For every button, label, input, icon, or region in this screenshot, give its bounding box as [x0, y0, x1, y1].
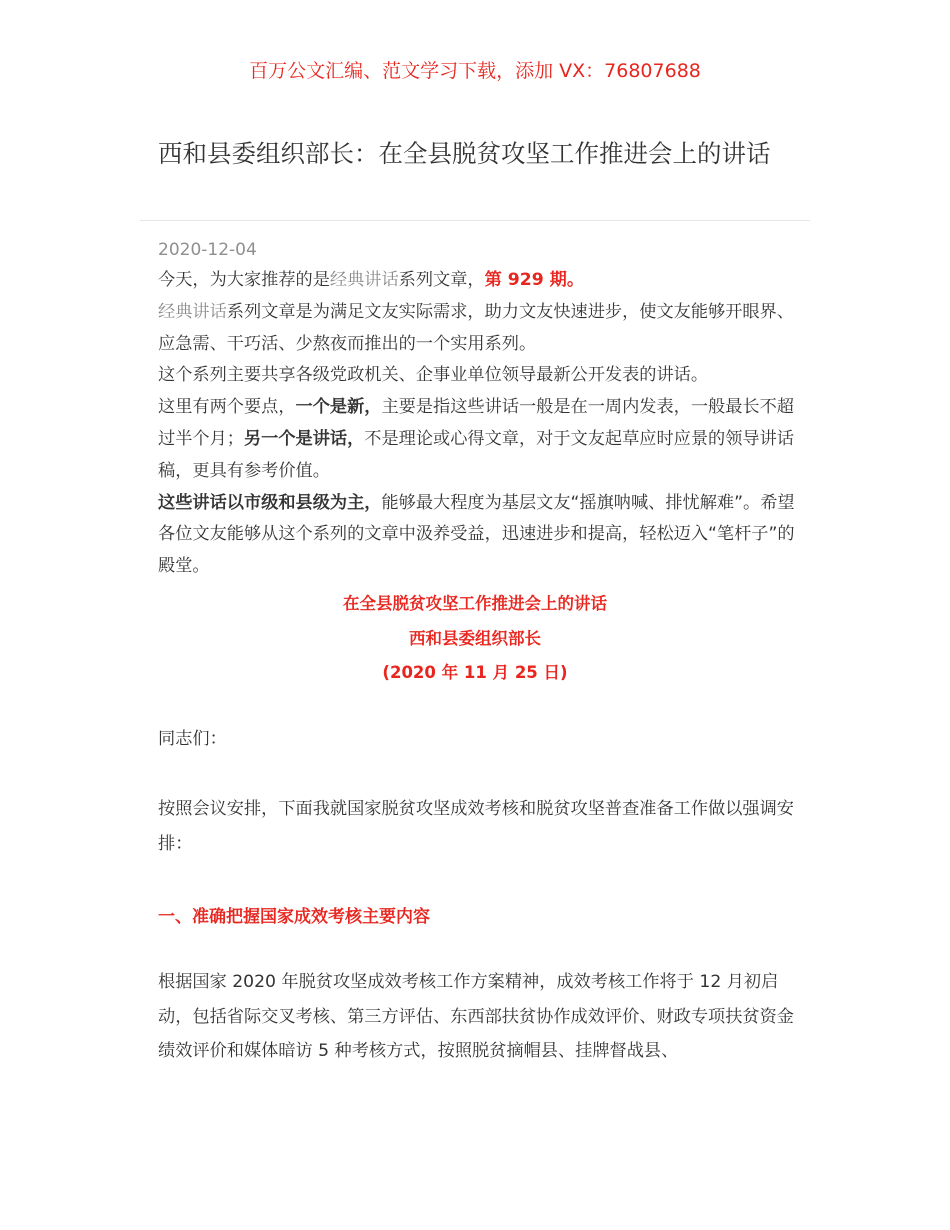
article-intro	[158, 265, 798, 583]
salutation: 同志们：	[158, 729, 227, 749]
intro-text: 系列文章，	[398, 270, 485, 290]
promo-banner: 百万公文汇编、范文学习下载，添加 VX：76807688	[249, 60, 701, 82]
speech-date: (2020 年 11 月 25 日)	[382, 663, 568, 682]
intro-emphasis: 另一个是讲话，	[243, 428, 365, 449]
intro-text: 这里有两个要点，	[158, 397, 296, 418]
intro-paragraph: 这个系列主要共享各级党政机关、企事业单位领导最新公开发表的讲话。	[158, 365, 709, 386]
intro-text: 不是理论或心得文章，对于文友起草应时应景的领导讲话稿，更具有参考价值。	[158, 428, 794, 481]
intro-emphasis: 这些讲话以市级和县级为主，	[158, 492, 382, 513]
title-divider	[140, 220, 810, 221]
intro-paragraph	[158, 265, 798, 297]
intro-paragraph	[158, 488, 798, 583]
section-heading: 一、准确把握国家成效考核主要内容	[158, 907, 430, 927]
intro-text: 系列文章是为满足文友实际需求，助力文友快速进步，使文友能够开眼界、应急需、干巧活、少熬夜而推出的一个实用系列。	[158, 301, 794, 354]
publish-date: 2020-12-04	[158, 240, 257, 260]
intro-text: 主要是指这些讲话一般是在一周内发表，一般最长不超过半个月；	[158, 397, 794, 449]
series-name: 经典讲话	[158, 301, 227, 322]
article-title: 西和县委组织部长：在全县脱贫攻坚工作推进会上的讲话	[158, 139, 771, 168]
issue-number: 第 929 期。	[484, 270, 585, 290]
intro-text: 能够最大程度为基层文友“摇旗呐喊、排忧解难”。希望各位文友能够从这个系列的文章中汲养受益，迅速进步和提高，轻松迈入“笔杆子”的殿堂。	[158, 492, 795, 577]
speech-speaker: 西和县委组织部长	[409, 629, 541, 648]
intro-emphasis: 一个是新，	[295, 397, 382, 418]
opening-paragraph: 按照会议安排，下面我就国家脱贫攻坚成效考核和脱贫攻坚普查准备工作做以强调安排：	[158, 799, 794, 854]
intro-paragraph	[158, 392, 798, 487]
intro-text: 今天，为大家推荐的是	[158, 270, 330, 290]
intro-paragraph	[158, 297, 798, 361]
series-name: 经典讲话	[329, 270, 399, 290]
speech-heading: 在全县脱贫攻坚工作推进会上的讲话	[343, 594, 607, 613]
section-body: 根据国家 2020 年脱贫攻坚成效考核工作方案精神，成效考核工作将于 12 月初启动，包括省际交叉考核、第三方评估、东西部扶贫协作成效评价、财政专项扶贫资金绩效评价和媒体暗访 5 种考核方式，按照脱贫摘帽县、挂牌督战县、	[158, 972, 794, 1061]
